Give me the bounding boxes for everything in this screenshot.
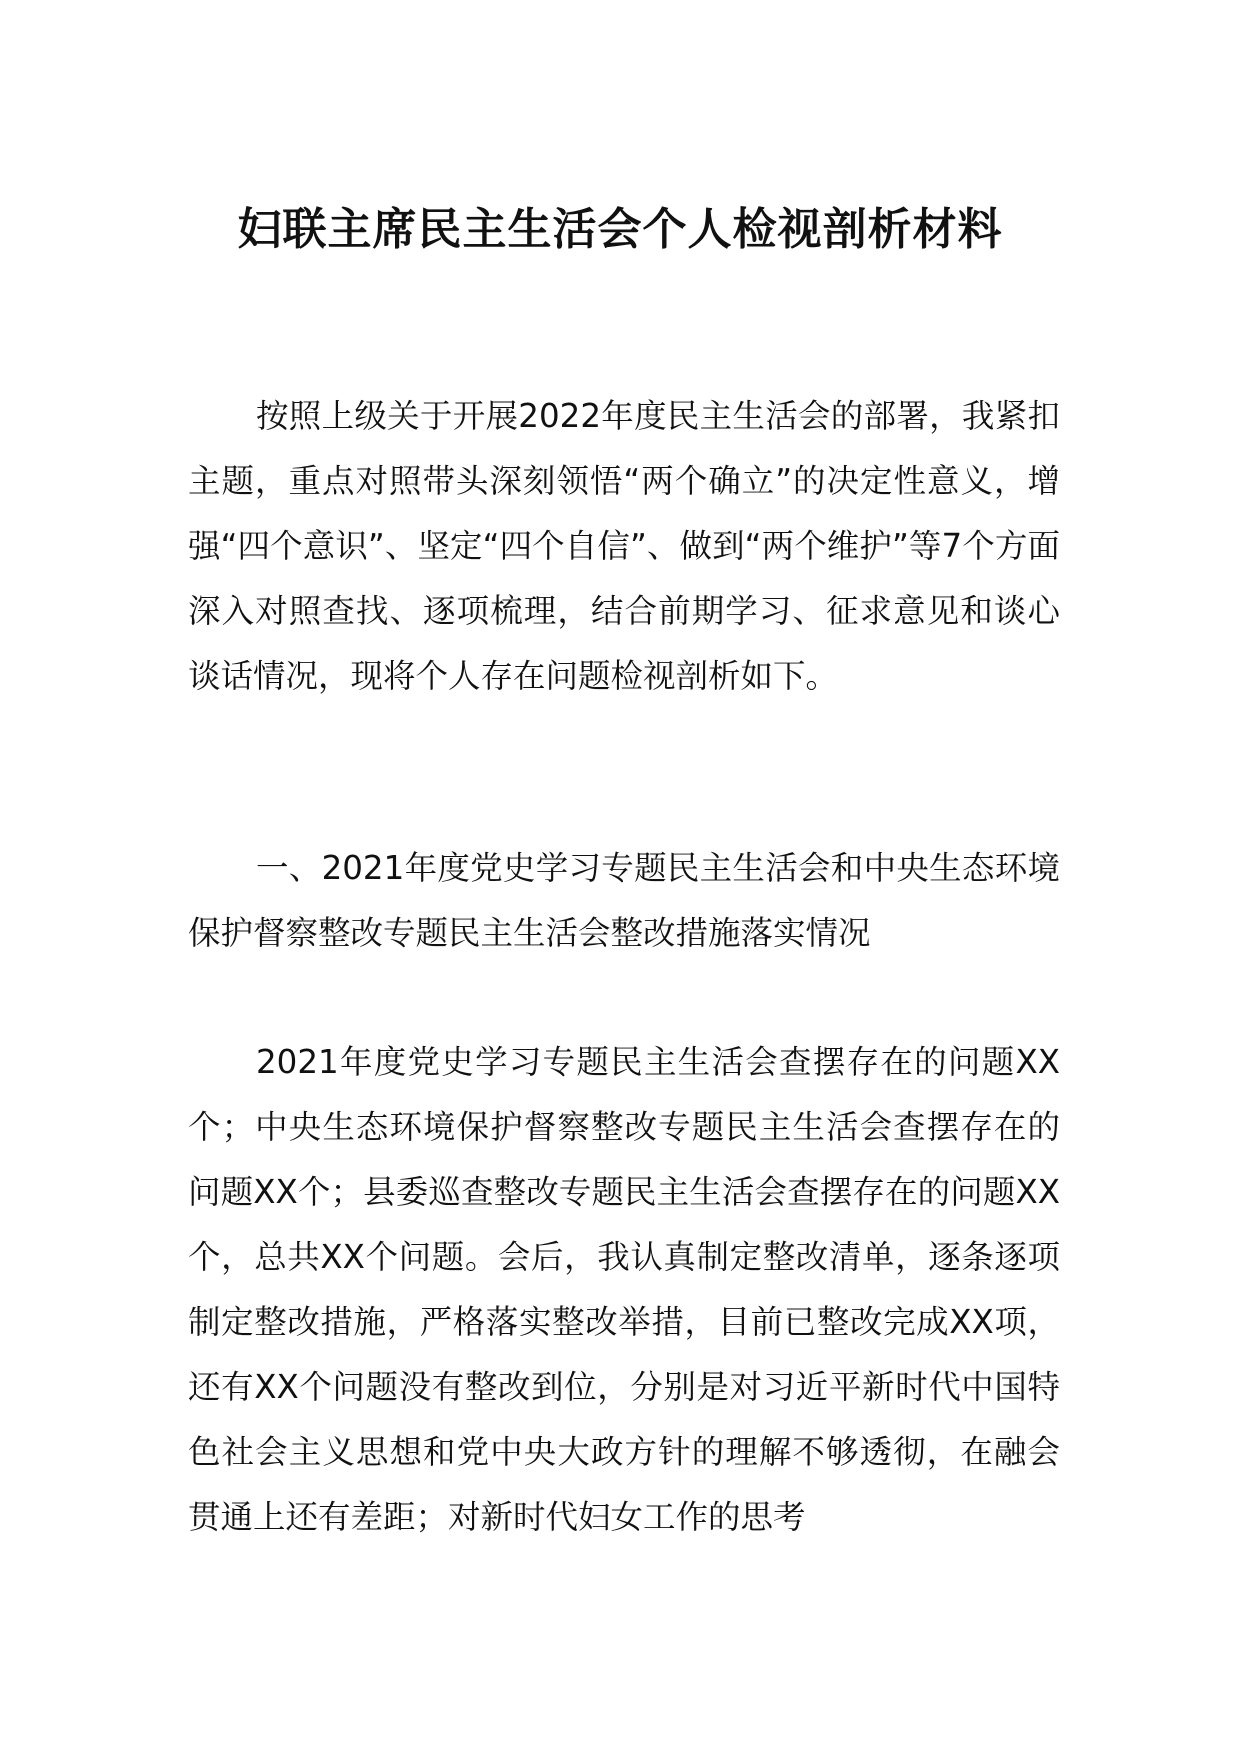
section-heading-1: 一、2021年度党史学习专题民主生活会和中央生态环境保护督察整改专题民主生活会整改措施落实情况: [188, 849, 1060, 952]
body-paragraph: 2021年度党史学习专题民主生活会查摆存在的问题XX个；中央生态环境保护督察整改专题民主生活会查摆存在的问题XX个；县委巡查整改专题民主生活会查摆存在的问题XX个，总共XX个问题。会后，我认真制定整改清单，逐条逐项制定整改措施，严格落实整改举措，目前已整改完成XX项，还有XX个问题没有整改到位，分别是对习近平新时代中国特色社会主义思想和党中央大政方针的理解不够透彻，在融会贯通上还有差距；对新时代妇女工作的思考: [188, 1043, 1060, 1536]
intro-paragraph: 按照上级关于开展2022年度民主生活会的部署，我紧扣主题，重点对照带头深刻领悟“两个确立”的决定性意义，增强“四个意识”、坚定“四个自信”、做到“两个维护”等7个方面深入对照查找、逐项梳理，结合前期学习、征求意见和谈心谈话情况，现将个人存在问题检视剖析如下。: [188, 397, 1060, 695]
document-title: 妇联主席民主生活会个人检视剖析材料: [237, 204, 1003, 255]
